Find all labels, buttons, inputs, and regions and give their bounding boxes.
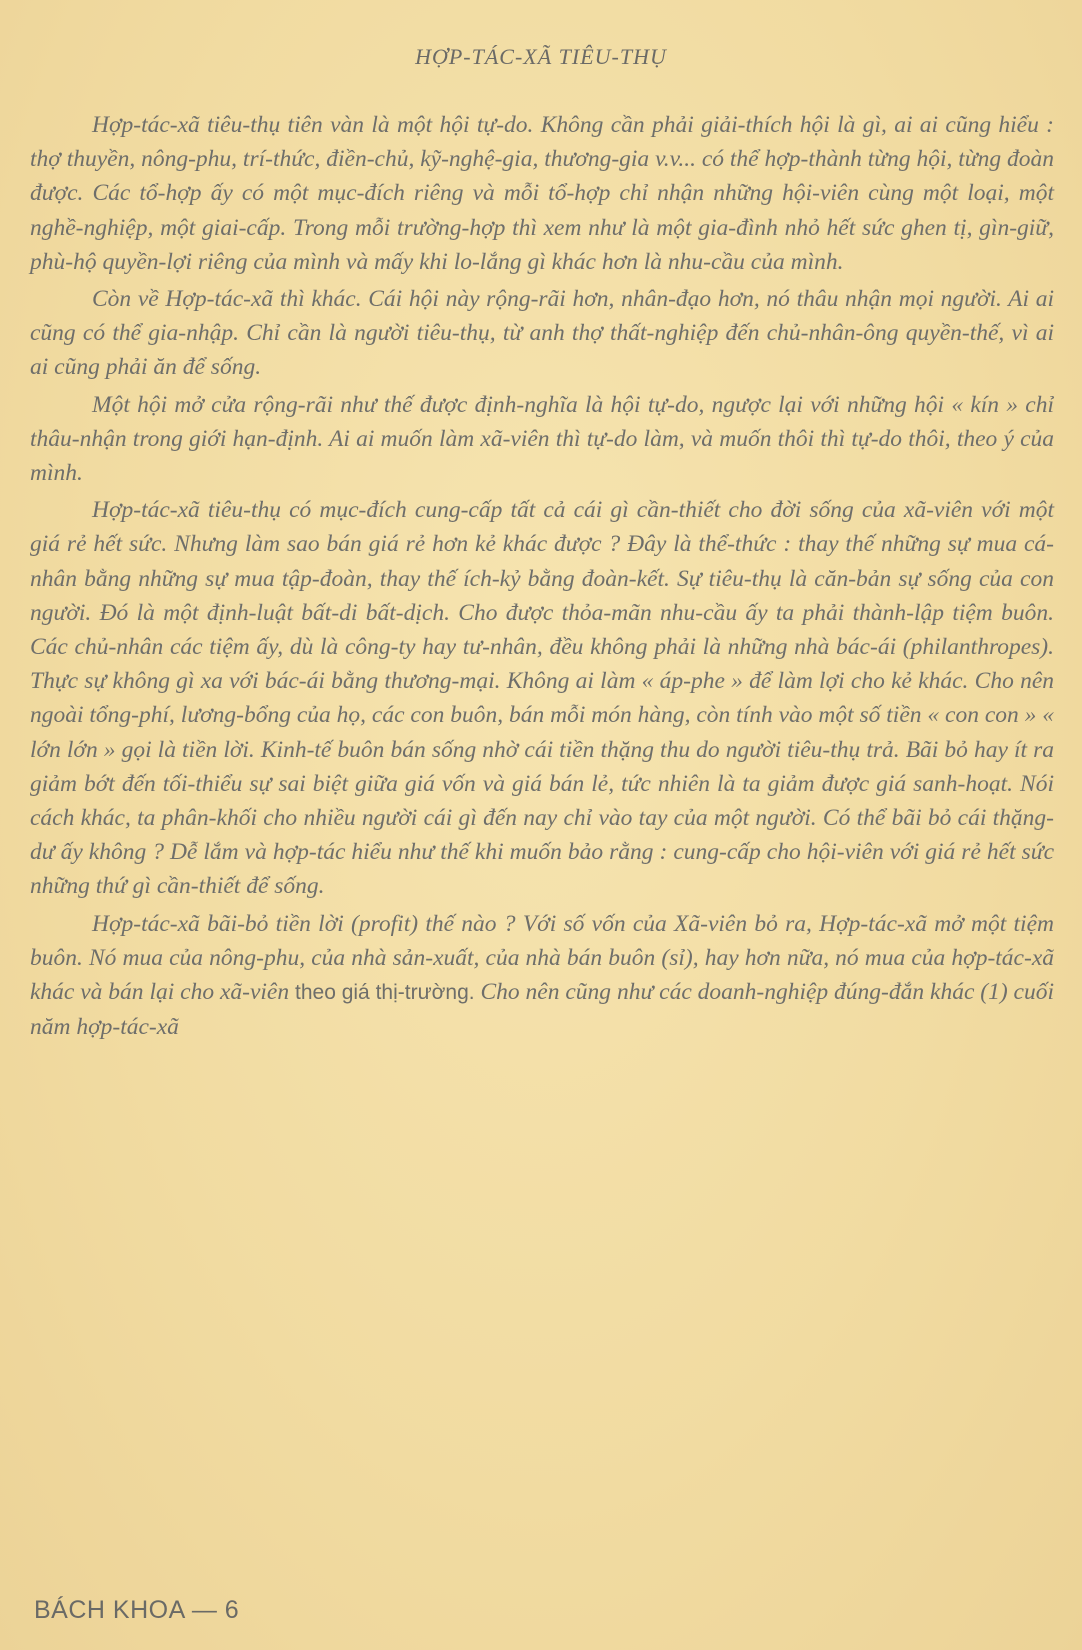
paragraph-4: Hợp-tác-xã tiêu-thụ có mục-đích cung-cấp tất cả cái gì cần-thiết cho đời sống của xã-viên với một giá rẻ hết sức. Nhưng làm sao bán giá rẻ hơn kẻ khác được ? Đây là thể-thức : thay thế những sự mua cá-nhân bằng những sự mua tập-đoàn, thay thế ích-kỷ bằng đoàn-kết. Sự tiêu-thụ là căn-bản sự sống của con người. Đó là một định-luật bất-di bất-dịch. Cho được thỏa-mãn nhu-cầu ấy ta phải thành-lập tiệm buôn. Các chủ-nhân các tiệm ấy, dù là công-ty hay tư-nhân, đều không phải là những nhà bác-ái (philanthropes). Thực sự không gì xa với bác-ái bằng thương-mại. Không ai làm « áp-phe » để làm lợi cho kẻ khác. Cho nên ngoài tổng-phí, lương-bổng của họ, các con buôn, bán mỗi món hàng, còn tính vào một số tiền « con con » « lớn lớn » gọi là tiền lời. Kinh-tế buôn bán sống nhờ cái tiền thặng thu do người tiêu-thụ trả. Bãi bỏ hay ít ra giảm bớt đến tối-thiểu sự sai biệt giữa giá vốn và giá bán lẻ, tức nhiên là ta giảm được giá sanh-hoạt. Nói cách khác, ta phân-khối cho nhiều người cái gì đến nay chỉ vào tay của một người. Có thể bãi bỏ cái thặng-dư ấy không ? Dễ lắm và hợp-tác hiểu như thế khi muốn bảo rằng : cung-cấp cho hội-viên với giá rẻ hết sức những thứ gì cần-thiết để sống. <box>30 497 1054 900</box>
paragraph-5-start: Hợp-tác-xã bãi-bỏ tiền lời (profit) thế nào ? Với số vốn của Xã-viên bỏ ra, Hợp-tác-xã mở một tiệm buôn. Nó mua của nông-phu, của nhà sản-xuất, của nhà bán buôn (sỉ), hay hơn nữa, nó mua của hợp-tác-xã khác và bán lại cho xã-viên <box>30 910 1054 1006</box>
running-head: HỢP-TÁC-XÃ TIÊU-THỤ <box>415 44 667 69</box>
article-body <box>30 108 1054 1047</box>
paragraph-2: Còn về Hợp-tác-xã thì khác. Cái hội này rộng-rãi hơn, nhân-đạo hơn, nó thâu nhận mọi người. Ai ai cũng có thể gia-nhập. Chỉ cần là người tiêu-thụ, từ anh thợ thất-nghiệp đến chủ-nhân-ông quyền-thế, vì ai ai cũng phải ăn để sống. <box>30 286 1054 381</box>
paragraph-1: Hợp-tác-xã tiêu-thụ tiên vàn là một hội tự-do. Không cần phải giải-thích hội là gì, ai ai cũng hiểu : thợ thuyền, nông-phu, trí-thức, điền-chủ, kỹ-nghệ-gia, thương-gia v.v... có thể hợp-thành từng hội, từng đoàn được. Các tổ-hợp ấy có một mục-đích riêng và mỗi tổ-hợp chỉ nhận những hội-viên cùng một loại, một nghề-nghiệp, một giai-cấp. Trong mỗi trường-hợp thì xem như là một gia-đình nhỏ hết sức ghen tị, gìn-giữ, phù-hộ quyền-lợi riêng của mình và mấy khi lo-lắng gì khác hơn là nhu-cầu của mình. <box>30 112 1054 275</box>
paragraph-5-upright-text: theo giá thị-trường. <box>295 981 475 1005</box>
paragraph-5-tail: Cho nên cũng như các doanh-nghiệp đúng-đắn khác (1) cuối năm hợp-tác-xã <box>30 979 1055 1041</box>
paragraph-5 <box>30 907 1054 1045</box>
page-footer: BÁCH KHOA — 6 <box>34 1596 240 1624</box>
paragraph-3: Một hội mở cửa rộng-rãi như thế được định-nghĩa là hội tự-do, ngược lại với những hội « kín » chỉ thâu-nhận trong giới hạn-định. Ai ai muốn làm xã-viên thì tự-do làm, và muốn thôi thì tự-do thôi, theo ý của mình. <box>30 391 1054 487</box>
